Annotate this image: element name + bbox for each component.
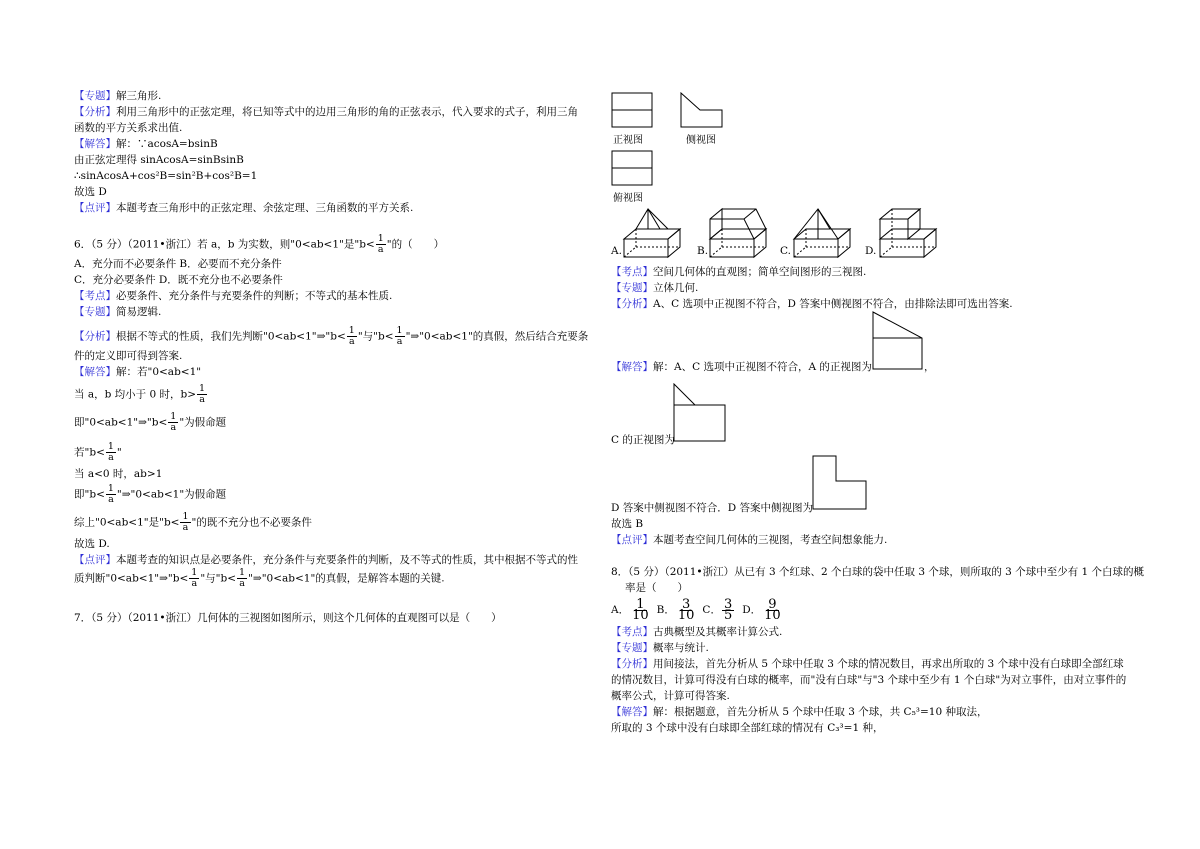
q6-options-ab: A．充分而不必要条件 B．必要而不充分条件 <box>74 258 282 270</box>
q5-fenxi-2: 函数的平方关系求出值. <box>74 122 183 134</box>
q5-jieda: 【解答】解：∵acosA=bsinB <box>74 138 218 150</box>
q8-last-line: 所取的 3 个球中没有白球即全部红球的情况有 C₃³=1 种， <box>611 722 884 734</box>
q6-line-1: 当 a，b 均小于 0 时，b> $\frac{1}{a}$ <box>74 383 206 405</box>
q7-dianping: 【点评】本题考查空间几何体的三视图，考查空间想象能力. <box>611 534 888 546</box>
q6-line-6: 综上"0<ab<1"是"b< $\frac{1}{a}$ "的既不充分也不必要条件 <box>74 511 312 533</box>
option-a-label: A. <box>611 245 622 257</box>
option-b-solid <box>708 205 774 259</box>
q8-fenxi: 【分析】用间接法，首先分析从 5 个球中任取 3 个球的情况数目，再求出所取的 3 个球中没有白球即全部红球 <box>611 658 1124 670</box>
q6-line-3: 若"b< $\frac{1}{a}$ " <box>74 441 122 463</box>
q7-jieda: 【解答】解：A、C 选项中正视图不符合，A 的正视图为 <box>611 361 872 373</box>
q8-fenxi-2: 的情况数目，计算可得没有白球的概率，而"没有白球"与"3 个球中至少有 1 个白球"为对立事件，由对立事件的 <box>611 674 1127 686</box>
q5-line: ∴sinAcosA+cos²B=sin²B+cos²B=1 <box>74 170 258 182</box>
q5-dianping: 【点评】本题考查三角形中的正弦定理、余弦定理、三角函数的平方关系. <box>74 202 414 214</box>
q6-line-7: 故选 D. <box>74 538 110 550</box>
q6-kaodian: 【考点】必要条件、充分条件与充要条件的判断；不等式的基本性质. <box>74 290 393 302</box>
q6-fenxi: 【分析】根据不等式的性质，我们先判断"0<ab<1"⇒"b< $\frac{1}{a}$ "与"b< $\frac{1}{a}$ "⇒"0<ab<1"的真假，然后结合充要条 <box>74 325 589 347</box>
q6-fenxi-2: 件的定义即可得到答案. <box>74 350 183 362</box>
q5-zhuanti: 【专题】解三角形. <box>74 90 162 102</box>
q7-zhuanti: 【专题】立体几何. <box>611 282 699 294</box>
q6-dianping: 【点评】本题考查的知识点是必要条件，充分条件与充要条件的判断，及不等式的性质，其中根据不等式的性 <box>74 554 578 566</box>
c-front-view-figure <box>673 383 727 443</box>
option-c-label: C. <box>780 245 791 257</box>
option-d-label: D. <box>865 245 877 257</box>
choose-answer: 故选 B <box>611 518 644 530</box>
q5-line: 故选 D <box>74 186 107 198</box>
top-view-figure <box>611 150 653 188</box>
option-c-solid <box>792 205 858 259</box>
right-analysis-block <box>611 264 1131 312</box>
q6-options-cd: C．充分必要条件 D．既不充分也不必要条件 <box>74 274 283 286</box>
q8-kaodian: 【考点】古典概型及其概率计算公式. <box>611 626 783 638</box>
front-view-figure <box>611 92 653 130</box>
side-view-figure <box>680 92 724 130</box>
q6-jieda: 【解答】解：若"0<ab<1" <box>74 366 202 378</box>
d-side-view-text: D 答案中侧视图不符合．D 答案中侧视图为 <box>611 502 814 514</box>
a-front-view-figure <box>872 311 924 371</box>
q7-stem: 7．（5 分）（2011•浙江）几何体的三视图如图所示，则这个几何体的直观图可以是（ ） <box>74 612 502 624</box>
option-a-solid <box>622 205 688 259</box>
comma: ， <box>924 361 935 373</box>
q8-stem-1: 8．（5 分）（2011•浙江）从已有 3 个红球、2 个白球的袋中任取 3 个球，则所取的 3 个球中至少有 1 个白球的概 <box>611 566 1145 578</box>
q8-fenxi-3: 概率公式，计算可得答案. <box>611 690 730 702</box>
q6-dianping-2: 质判断"0<ab<1"⇒"b< $\frac{1}{a}$ "与"b< $\frac{1}{a}$ "⇒"0<ab<1"的真假，是解答本题的关键. <box>74 567 445 589</box>
option-d-solid <box>878 205 944 259</box>
right-lower-block <box>611 500 1145 736</box>
fraction: $\frac{1}{a}$ <box>377 233 384 255</box>
q6-line-2: 即"0<ab<1"⇒"b< $\frac{1}{a}$ "为假命题 <box>74 411 227 433</box>
q5-fenxi: 【分析】利用三角形中的正弦定理，将已知等式中的边用三角形的角的正弦表示，代入要求的式子，利用三角 <box>74 106 578 118</box>
q8-options: A． $\frac{1}{10}$ B． $\frac{3}{10}$ C． $\frac{3}{5}$ D． $\frac{9}{10}$ <box>611 596 781 623</box>
q5-line: 由正弦定理得 sinAcosA=sinBsinB <box>74 154 244 166</box>
q6-stem: 6．（5 分）（2011•浙江）若 a，b 为实数，则"0<ab<1"是"b< $\frac{1}{a}$ "的（ ） <box>74 233 445 255</box>
q7-fenxi: 【分析】A、C 选项中正视图不符合，D 答案中侧视图不符合，由排除法即可选出答案. <box>611 298 1013 310</box>
option-b-label: B. <box>697 245 709 257</box>
q8-jieda: 【解答】解：根据题意，首先分析从 5 个球中任取 3 个球，共 C₅³=10 种取法， <box>611 706 988 718</box>
left-column <box>74 88 592 626</box>
q7-kaodian: 【考点】空间几何体的直观图；简单空间图形的三视图. <box>611 266 867 278</box>
q6-line-4: 当 a<0 时，ab>1 <box>74 468 163 480</box>
q8-zhuanti: 【专题】概率与统计. <box>611 642 709 654</box>
front-view-label: 正视图 <box>613 135 643 146</box>
c-front-view-text: C 的正视图为 <box>611 434 675 446</box>
top-view-label: 俯视图 <box>613 193 643 204</box>
q8-stem-2: 率是（ ） <box>625 582 688 594</box>
side-view-label: 侧视图 <box>686 135 716 146</box>
q6-zhuanti: 【专题】简易逻辑. <box>74 306 162 318</box>
q6-line-5: 即"b< $\frac{1}{a}$ "⇒"0<ab<1"为假命题 <box>74 483 227 505</box>
